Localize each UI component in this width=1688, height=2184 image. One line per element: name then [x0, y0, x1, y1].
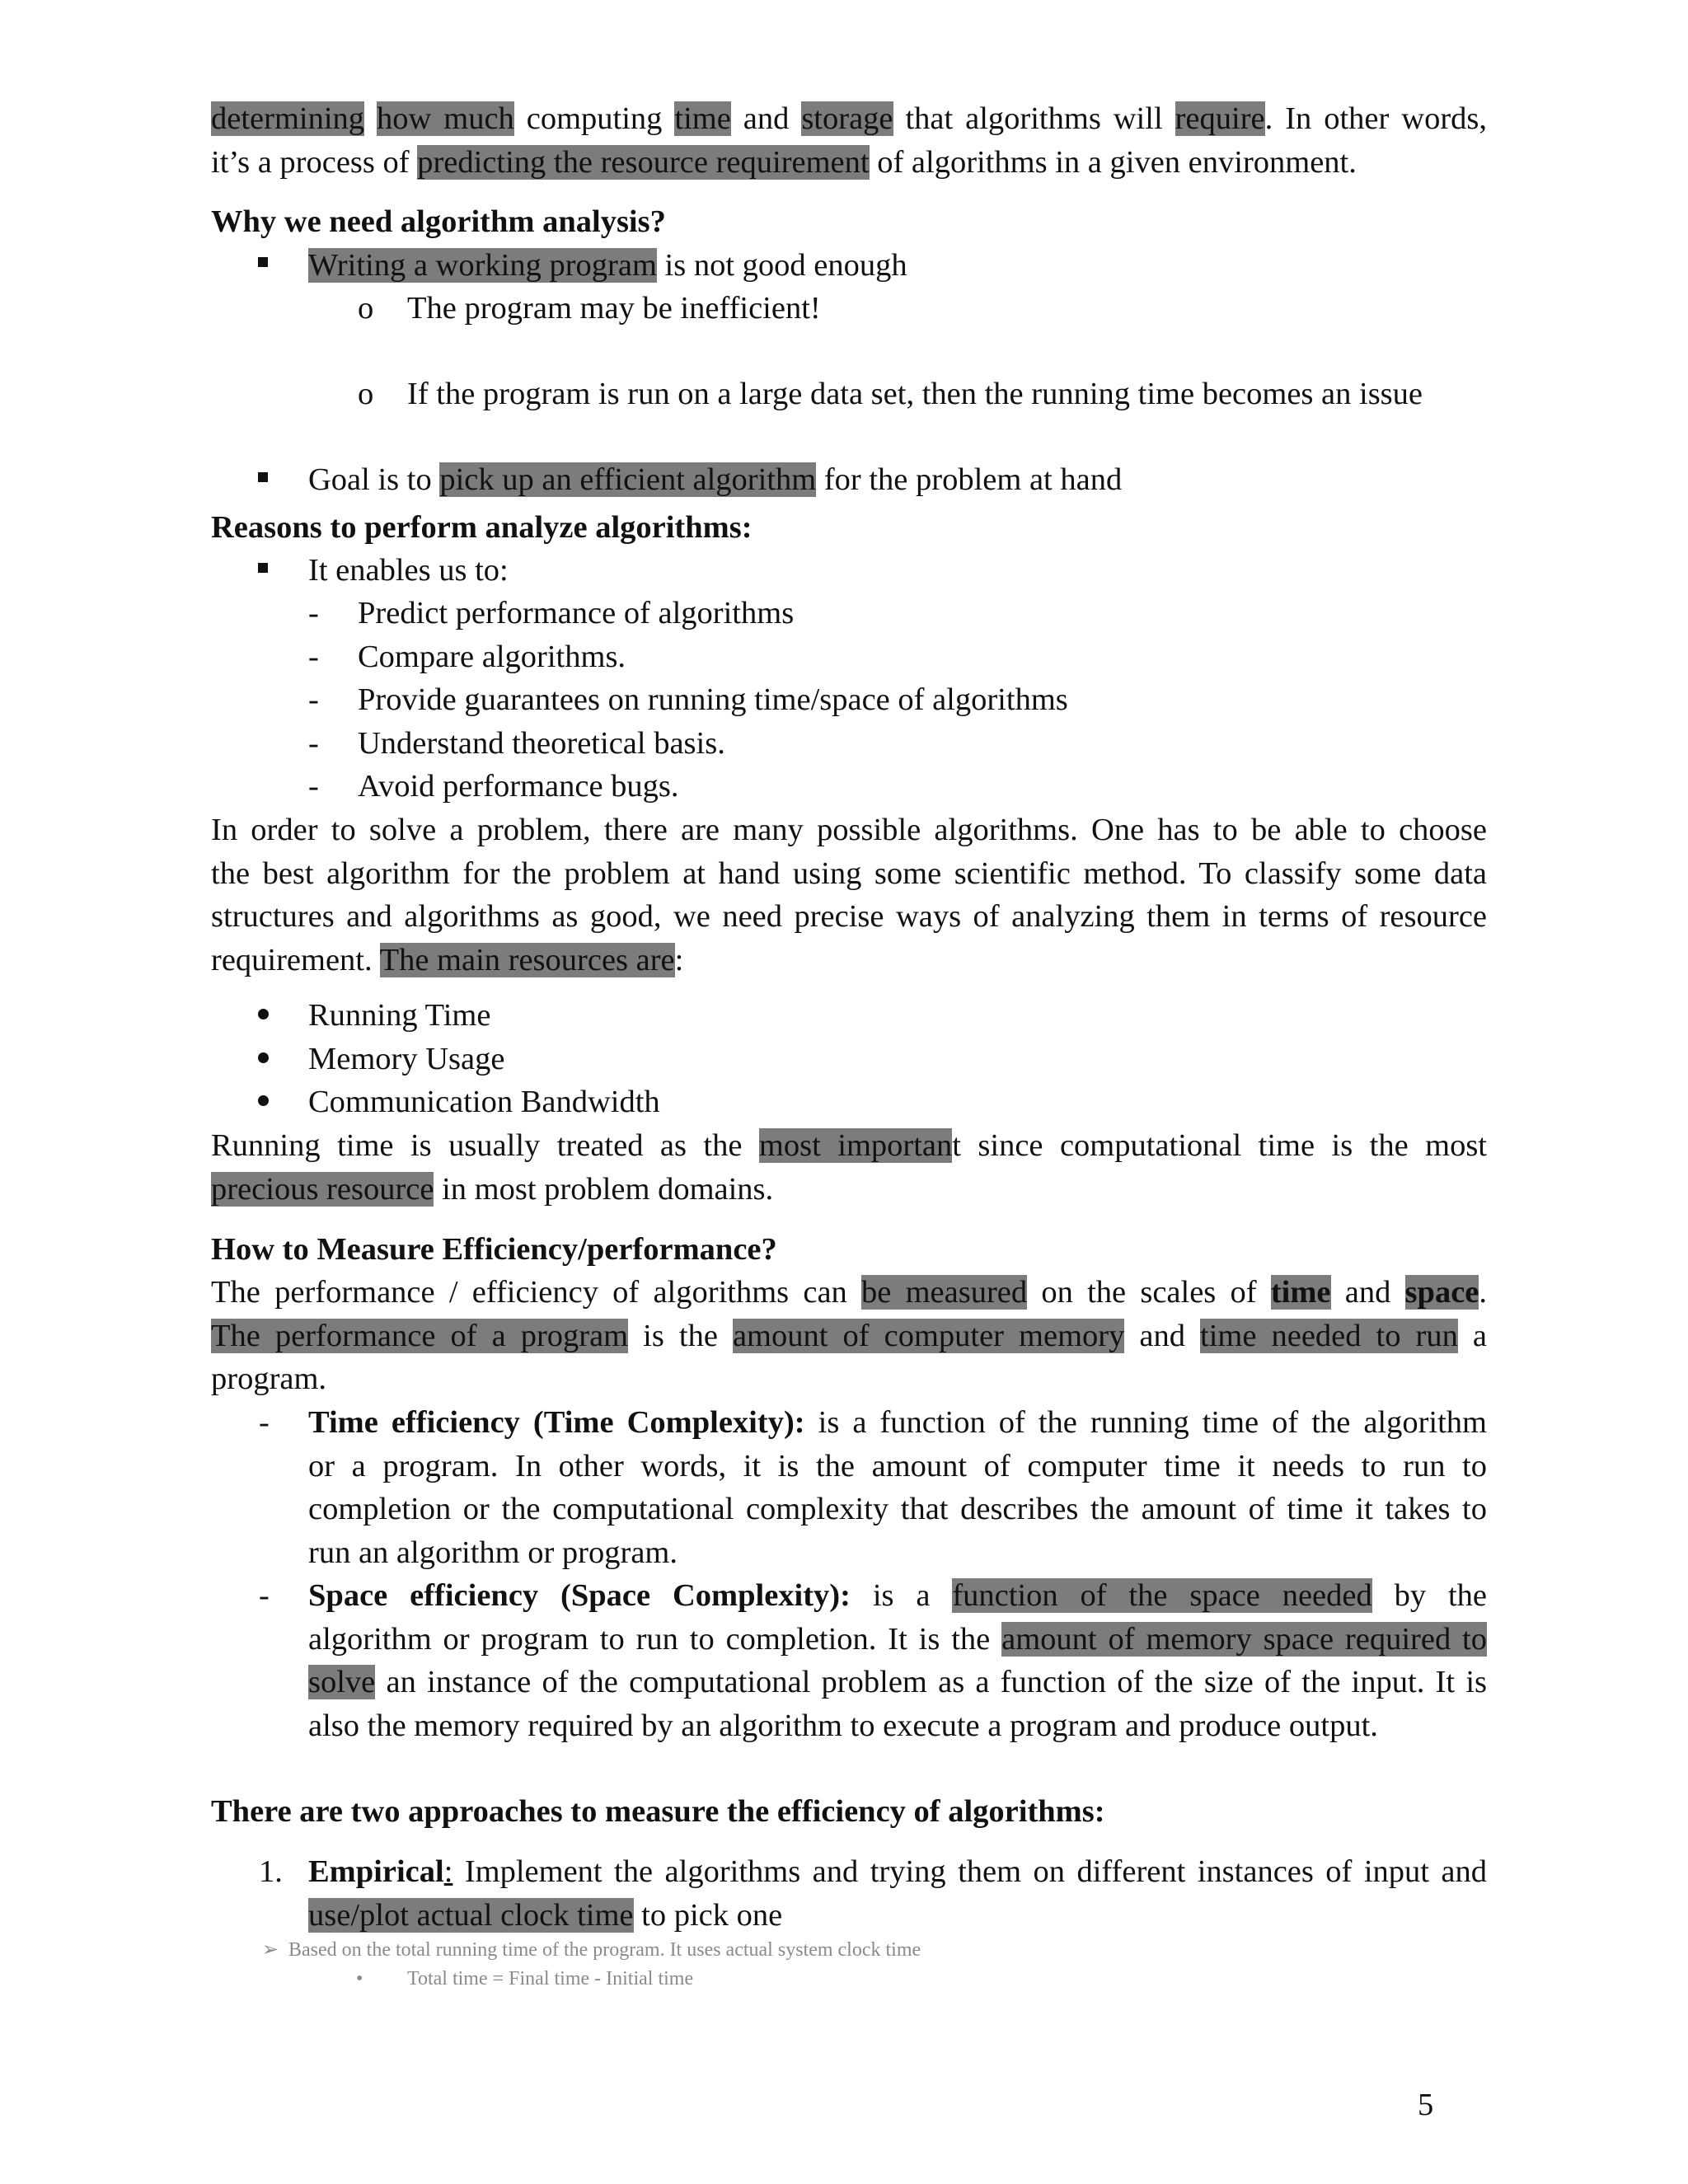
dash-marker: - [308, 726, 319, 761]
highlight: time [674, 101, 731, 136]
circle-bullet-icon: o [358, 377, 374, 411]
round-bullet-icon [258, 1052, 269, 1063]
highlight: be measured [861, 1275, 1028, 1310]
resource-item: Memory Usage [308, 1042, 505, 1076]
highlight: storage [801, 101, 893, 136]
highlight: solve [308, 1665, 376, 1699]
highlight: determining [211, 101, 365, 136]
round-bullet-icon [258, 1095, 269, 1106]
section-heading-measure: How to Measure Efficiency/performance? [211, 1232, 777, 1267]
sub-bullet-item: If the program is run on a large data set, then the running time becomes an issue [407, 377, 1423, 411]
intro-paragraph: determining how much computing time and storage that algorithms will require. In other words, it’s a process of predicting the resource requirement of algorithms in a given environment. [211, 101, 1488, 180]
highlight: pick up an efficient algorithm [439, 462, 817, 497]
note-text: Based on the total running time of the program. It uses actual system clock time [288, 1939, 921, 1961]
running-time-paragraph: Running time is usually treated as the most important since computational time is the most precious resource in most problem domains. [211, 1128, 1488, 1207]
bullet-item: Writing a working program is not good enough [308, 248, 907, 283]
round-bullet-icon: • [356, 1968, 363, 1990]
sub-bullet-item: The program may be inefficient! [407, 291, 821, 326]
circle-bullet-icon: o [358, 291, 374, 326]
highlight: The performance of a program [211, 1318, 629, 1353]
highlight: amount of computer memory [732, 1318, 1125, 1353]
resource-item: Running Time [308, 998, 491, 1033]
round-bullet-icon [258, 1009, 269, 1019]
dash-marker: - [308, 769, 319, 804]
dash-marker: - [259, 1578, 270, 1613]
highlight: time needed to run [1200, 1318, 1458, 1353]
dash-marker: - [308, 682, 319, 717]
bullet-item: Goal is to pick up an efficient algorithm for the problem at hand [308, 462, 1123, 497]
highlight: space [1404, 1275, 1479, 1310]
dash-marker: - [308, 640, 319, 674]
arrow-bullet-icon: ➢ [262, 1939, 279, 1961]
formula-text: Total time = Final time - Initial time [407, 1968, 694, 1990]
section-heading-approaches: There are two approaches to measure the efficiency of algorithms: [211, 1794, 1105, 1829]
space-efficiency-item: Space efficiency (Space Complexity): is a function of the space needed by the algorithm or program to run to completion. It is the amount of memory space required to solve an instance of the computational problem as a function of the size of the input. It is also the memory required by an algorithm to execute a program and produce output. [308, 1578, 1488, 1743]
square-bullet-icon [258, 472, 268, 482]
highlight: function of the space needed [952, 1578, 1372, 1613]
resource-item: Communication Bandwidth [308, 1085, 660, 1119]
highlight: most importan [758, 1128, 953, 1163]
highlight: amount of memory space required to [1001, 1621, 1488, 1657]
highlight: precious resource [211, 1171, 434, 1207]
section-heading-why: Why we need algorithm analysis? [211, 204, 666, 239]
highlight: use/plot actual clock time [308, 1897, 634, 1933]
list-item: Provide guarantees on running time/space of algorithms [358, 682, 1068, 717]
list-item: Understand theoretical basis. [358, 726, 725, 761]
list-item: Predict performance of algorithms [358, 596, 795, 630]
list-item: Avoid performance bugs. [358, 769, 679, 804]
highlight: time [1270, 1275, 1331, 1310]
highlight: The main resources are [379, 942, 675, 977]
list-number: 1. [259, 1854, 283, 1889]
measure-paragraph: The performance / efficiency of algorithms can be measured on the scales of time and space. The performance of a program is the amount of computer memory and time needed to run a program. [211, 1275, 1488, 1396]
highlight: how much [377, 101, 514, 136]
highlight: require [1175, 101, 1265, 136]
dash-marker: - [308, 596, 319, 630]
highlight: Writing a working program [308, 248, 657, 283]
section-heading-reasons: Reasons to perform analyze algorithms: [211, 510, 753, 545]
time-efficiency-item: Time efficiency (Time Complexity): is a function of the running time of the algorithm or a program. In other words, it is the amount of computer time it needs to run to completion or the computational complexity that describes the amount of time it takes to run an algorithm or program. [308, 1405, 1488, 1570]
square-bullet-icon [258, 563, 268, 573]
empirical-item: Empirical: Implement the algorithms and trying them on different instances of input and use/plot actual clock time to pick one [308, 1854, 1487, 1933]
highlight: predicting the resource requirement [417, 144, 870, 180]
resources-paragraph: In order to solve a problem, there are many possible algorithms. One has to be able to choose the best algorithm for the problem at hand using some scientific method. To classify some data structures and algorithms as good, we need precise ways of analyzing them in terms of resource requirement. The main resources are: [211, 813, 1487, 977]
bullet-item: It enables us to: [308, 553, 509, 588]
square-bullet-icon [258, 257, 268, 267]
list-item: Compare algorithms. [358, 640, 626, 674]
page-number: 5 [1418, 2088, 1434, 2122]
dash-marker: - [259, 1405, 270, 1440]
